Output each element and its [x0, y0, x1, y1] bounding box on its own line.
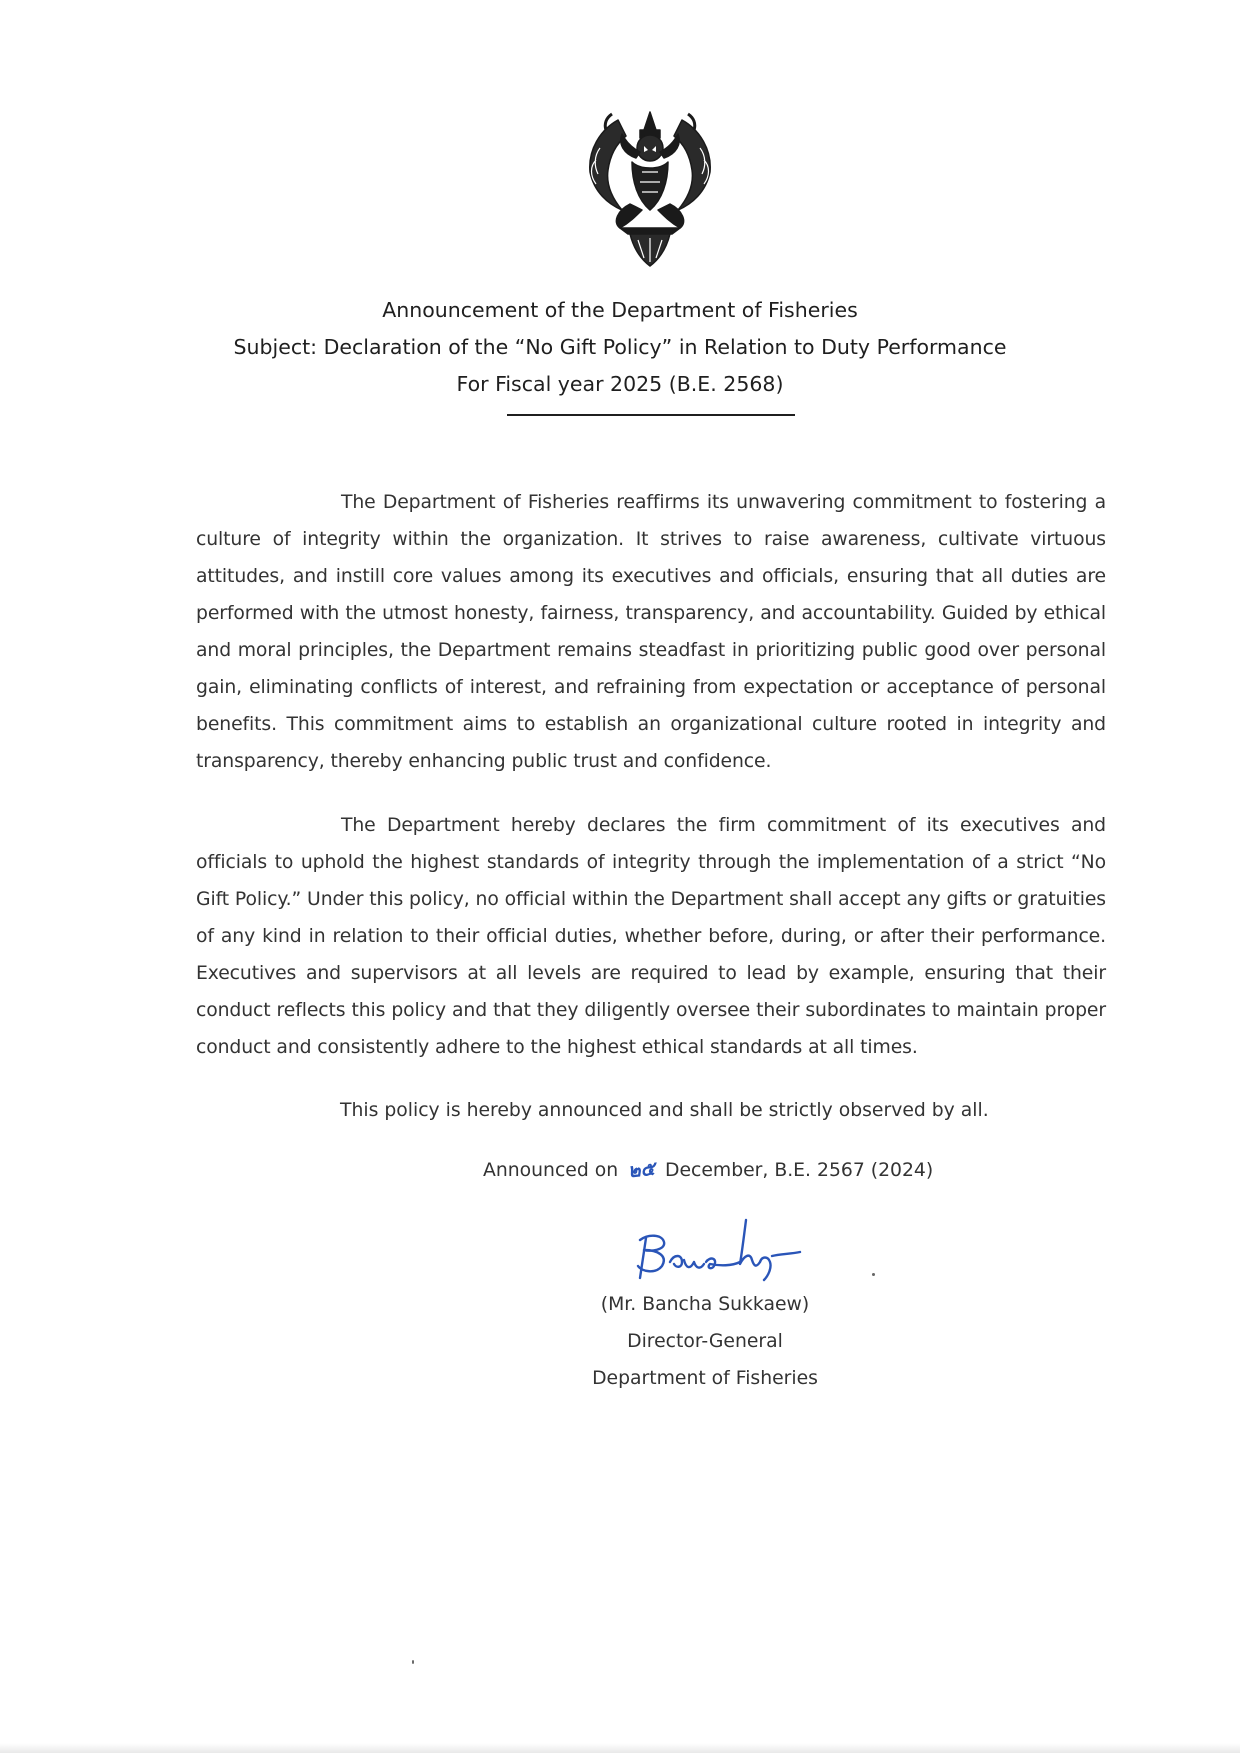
announcement-statement: This policy is hereby announced and shall be strictly observed by all. [340, 1100, 989, 1121]
document-header [0, 292, 1240, 403]
signer-position: Director-General [627, 1331, 783, 1352]
signer-block [560, 1286, 850, 1397]
scan-speck [412, 1660, 414, 1664]
document-body [196, 484, 1106, 1066]
page-edge [0, 1743, 1240, 1753]
date-day-handwritten: ๒๕ [626, 1157, 657, 1183]
document-title: Announcement of the Department of Fisheries [382, 298, 858, 322]
scan-speck [872, 1273, 875, 1276]
date-suffix: December, B.E. 2567 (2024) [665, 1160, 934, 1181]
body-paragraph-2: The Department hereby declares the firm commitment of its executives and officials to uphold the highest standards of integrity through the implementation of a strict “No Gift Policy.” Under this policy, no official within the Department shall accept any gifts or gratuities of any kind in relation to their official duties, whether before, during, or after their performance. Executives and supervisors at all levels are required to lead by example, ensuring that their conduct reflects this policy and that they diligently oversee their subordinates to maintain proper conduct and consistently adhere to the highest ethical standards at all times. [196, 815, 1106, 1058]
handwritten-signature-icon [628, 1212, 808, 1292]
signer-organization: Department of Fisheries [592, 1368, 818, 1389]
document-subject: Subject: Declaration of the “No Gift Policy” in Relation to Duty Performance [233, 335, 1007, 359]
document-fiscal-year: For Fiscal year 2025 (B.E. 2568) [456, 372, 784, 396]
announcement-date [483, 1152, 933, 1189]
date-prefix: Announced on [483, 1160, 619, 1181]
signer-name: (Mr. Bancha Sukkaew) [600, 1294, 810, 1315]
header-divider [507, 414, 795, 416]
garuda-emblem-icon [560, 100, 740, 280]
body-paragraph-1: The Department of Fisheries reaffirms its unwavering commitment to fostering a culture of integrity within the organization. It strives to raise awareness, cultivate virtuous attitudes, and instill core values among its executives and officials, ensuring that all duties are performed with the utmost honesty, fairness, transparency, and accountability. Guided by ethical and moral principles, the Department remains steadfast in prioritizing public good over personal gain, eliminating conflicts of interest, and refraining from expectation or acceptance of personal benefits. This commitment aims to establish an organizational culture rooted in integrity and transparency, thereby enhancing public trust and confidence. [196, 492, 1106, 772]
